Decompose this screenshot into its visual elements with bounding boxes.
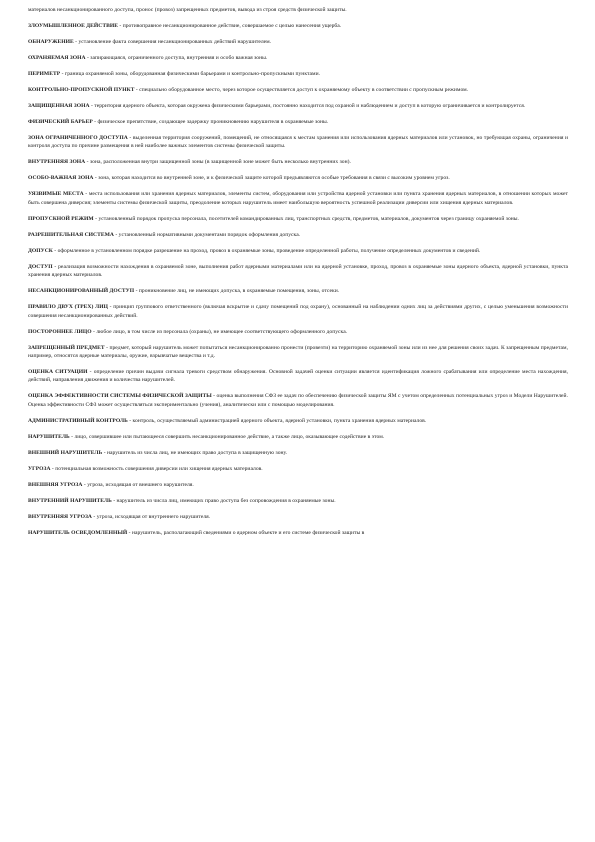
definition-entry xyxy=(28,513,568,521)
definition: - оценка выполнения СФЗ ее задач по обеспечению физической защиты ЯМ с учетом определенных потенциальных угроз и Модели Нарушителей. Оценка эффективности СФЗ может осуществляться экспериментально (учения), аналитически или с помощью моделирования. xyxy=(28,393,568,408)
definition: - места использования или хранения ядерных материалов, элементы систем, оборудования или устройства ядерной установки или пункта хранения ядерных материалов, в отношении которых может быть совершена диверсия; элементы системы физической защиты, преодоление которых нарушитель имеет наибольшую вероятность успешной реализации диверсии или хищения ядерных материалов. xyxy=(28,191,568,206)
term: ВНЕШНЯЯ УГРОЗА xyxy=(28,481,83,488)
term: ДОПУСК xyxy=(28,247,53,254)
definition-entry xyxy=(28,158,568,166)
term: КОНТРОЛЬНО-ПРОПУСКНОЙ ПУНКТ xyxy=(28,87,135,93)
term: ОЦЕНКА ЭФФЕКТИВНОСТИ СИСТЕМЫ ФИЗИЧЕСКОЙ ЗАЩИТЫ xyxy=(28,393,212,400)
definition-entry xyxy=(28,134,568,151)
definition: - противоправное несанкционированное действие, совершаемое с целью нанесения ущерба. xyxy=(117,23,342,29)
definition-entry xyxy=(28,263,568,280)
definition-entry xyxy=(28,392,568,409)
definition: - специально оборудованное место, через которое осуществляется доступ к охраняемому объекту в соответствии с пропускным режимом. xyxy=(134,87,469,93)
definition-entry xyxy=(28,497,568,505)
term: ВНУТРЕННИЙ НАРУШИТЕЛЬ xyxy=(28,497,112,504)
definition-entry xyxy=(28,303,568,320)
term: ОХРАНЯЕМАЯ ЗОНА xyxy=(28,55,86,61)
definition: - нарушитель, располагающий сведениями о ядерном объекте и его системе физической защиты в xyxy=(127,529,365,536)
definition-entry xyxy=(28,481,568,489)
definition-entry xyxy=(28,70,568,78)
term: ПОСТОРОННЕЕ ЛИЦО xyxy=(28,328,92,335)
definition-entry xyxy=(28,465,568,473)
definition: - контроль, осуществляемый администрацией ядерного объекта, ядерной установки, пункта хранения ядерных материалов. xyxy=(127,417,427,424)
definition: - установленный нормативными документами порядок оформления допуска. xyxy=(113,231,301,238)
term: ПРАВИЛО ДВУХ (ТРЕХ) ЛИЦ xyxy=(28,304,108,311)
definition-entry xyxy=(28,529,568,537)
definition-entry xyxy=(28,22,568,30)
definition: - оформленное в установленном порядке разрешение на проход, провоз в охраняемые зоны, проведение определенной работы, получение определенных документов и сведений. xyxy=(52,247,481,254)
term: НЕСАНКЦИОНИРОВАННЫЙ ДОСТУП xyxy=(28,288,135,295)
definition-entry xyxy=(28,102,568,110)
term: ВНУТРЕННЯЯ ЗОНА xyxy=(28,159,86,166)
term: АДМИНИСТРАТИВНЫЙ КОНТРОЛЬ xyxy=(28,417,128,424)
term: ЗОНА ОГРАНИЧЕННОГО ДОСТУПА xyxy=(28,135,128,141)
term: ОСОБО-ВАЖНАЯ ЗОНА xyxy=(28,175,94,182)
term: ЗЛОУМЫШЛЕННОЕ ДЕЙСТВИЕ xyxy=(28,23,118,29)
definition: - запирающаяся, ограниченного доступа, внутренняя и особо важная зоны. xyxy=(85,55,268,61)
definition: - граница охраняемой зоны, оборудованная физическими барьерами и контрольно-пропускными пунктами. xyxy=(60,71,321,77)
definition: - установленный порядок пропуска персонала, посетителей командированных лиц, транспортных средств, предметов, материалов, документов через границу охраняемой зоны. xyxy=(93,215,519,222)
term: РАЗРЕШИТЕЛЬНАЯ СИСТЕМА xyxy=(28,231,114,238)
definition-entry xyxy=(28,215,568,223)
term: ОБНАРУЖЕНИЕ xyxy=(28,39,74,45)
term: УЯЗВИМЫЕ МЕСТА xyxy=(28,191,84,198)
definition-entry xyxy=(28,86,568,94)
definition: - установление факта совершения несанкционированных действий нарушителем. xyxy=(73,39,272,45)
definition-entry xyxy=(28,449,568,457)
term: ПЕРИМЕТР xyxy=(28,71,61,77)
definition: - предмет, который нарушитель может попытаться несанкционированно пронести (провезти) на территорию охраняемой зоны или из нее для решения своих задач. К запрещенным предметам, например, относятся ядерные материалы, оружие, взрывчатые вещества и т.д. xyxy=(28,344,568,360)
term: ЗАЩИЩЕННАЯ ЗОНА xyxy=(28,103,90,109)
definition-entry xyxy=(28,231,568,239)
definition: - любое лицо, в том числе из персонала (охраны), не имеющее соответствующего оформленного допуска. xyxy=(91,328,348,335)
term: НАРУШИТЕЛЬ xyxy=(28,433,70,440)
definition: - угроза, исходящая от внешнего нарушителя. xyxy=(82,481,194,488)
definition-entry xyxy=(28,368,568,385)
term: ПРОПУСКНОЙ РЕЖИМ xyxy=(28,215,94,222)
definition: - зона, которая находится во внутренней зоне, и к физической защите которой предъявляются особые требования в связи с высоким уровнем угроз. xyxy=(93,175,450,182)
definition: - реализация возможности нахождения в охраняемой зоне, выполнения работ ядерными материалами или на ядерной установке, проход, провоз в охраняемые зоны ядерного объекта, ядерной установки, пункта хранения ядерных материалов. xyxy=(28,263,568,279)
definition-entry xyxy=(28,287,568,295)
definition-entry xyxy=(28,6,568,14)
definition: - проникновение лиц, не имеющих допуска, в охраняемые помещения, зоны, отсеки. xyxy=(134,288,340,295)
term: НАРУШИТЕЛЬ ОСВЕДОМЛЕННЫЙ xyxy=(28,529,128,536)
definition: - выделенная территория сооружений, помещений, не относящаяся к местам хранения или использования ядерных материалов или установок, но требующая охраны, ограничения и контроля доступа по причине размещения в ней наиболее важных элементов системы физической защиты. xyxy=(28,135,568,150)
definition: - угроза, исходящая от внутреннего нарушителя. xyxy=(91,513,211,520)
definition: материалов несанкционированного доступа, пронос (провоз) запрещенных предметов, вывода из строя средств физической защиты. xyxy=(28,7,347,13)
definition: - территория ядерного объекта, которая окружена физическими барьерами, постоянно находится под охраной и наблюдением и доступ в которую ограничивается и контролируется. xyxy=(89,103,526,109)
definition: - определение причин выдачи сигнала тревоги средством обнаружения. Основной задачей оценки ситуации является идентификация ложного срабатывания или определение места нахождения, действий, направления движения и количества нарушителей. xyxy=(28,369,568,384)
definition-entry xyxy=(28,174,568,182)
definition: - физическое препятствие, создающее задержку проникновению нарушителя в охраняемые зоны. xyxy=(92,119,329,125)
definition: - принцип группового ответственного (включая вскрытие и сдачу помещений под охрану), основанный на наблюдении одних лиц за действиями других, с целью уменьшения возможности совершения несанкционированных действий. xyxy=(28,304,568,319)
definition-entry xyxy=(28,118,568,126)
definition-entry xyxy=(28,38,568,46)
definition-entry xyxy=(28,54,568,62)
term: ДОСТУП xyxy=(28,263,53,270)
term: ФИЗИЧЕСКИЙ БАРЬЕР xyxy=(28,119,93,125)
term: ВНУТРЕННЯЯ УГРОЗА xyxy=(28,513,92,520)
term: ВНЕШНИЙ НАРУШИТЕЛЬ xyxy=(28,449,103,456)
term: ОЦЕНКА СИТУАЦИИ xyxy=(28,369,88,376)
definition-entry xyxy=(28,433,568,441)
definition: - нарушитель из числа лиц, имеющих право доступа без сопровождения в охраняемые зоны. xyxy=(111,497,336,504)
definition: - зона, расположенная внутри защищенной зоны (в защищенной зоне может быть несколько внутренних зон). xyxy=(85,159,351,166)
definition-entry xyxy=(28,417,568,425)
definition: - потенциальная возможность совершения диверсии или хищения ядерных материалов. xyxy=(50,465,263,472)
definition: - нарушитель из числа лиц, не имеющих право доступа в защищенную зону. xyxy=(102,449,288,456)
definition-entry xyxy=(28,344,568,361)
definition-entry xyxy=(28,247,568,255)
definition-entry xyxy=(28,328,568,336)
term: УГРОЗА xyxy=(28,465,51,472)
definition-entry xyxy=(28,190,568,207)
document-page xyxy=(28,6,568,545)
term: ЗАПРЕЩЕННЫЙ ПРЕДМЕТ xyxy=(28,344,105,351)
definition: - лицо, совершившее или пытающееся совершить несанкционированное действие, а также лицо, оказывающее содействие в этом. xyxy=(69,433,385,440)
